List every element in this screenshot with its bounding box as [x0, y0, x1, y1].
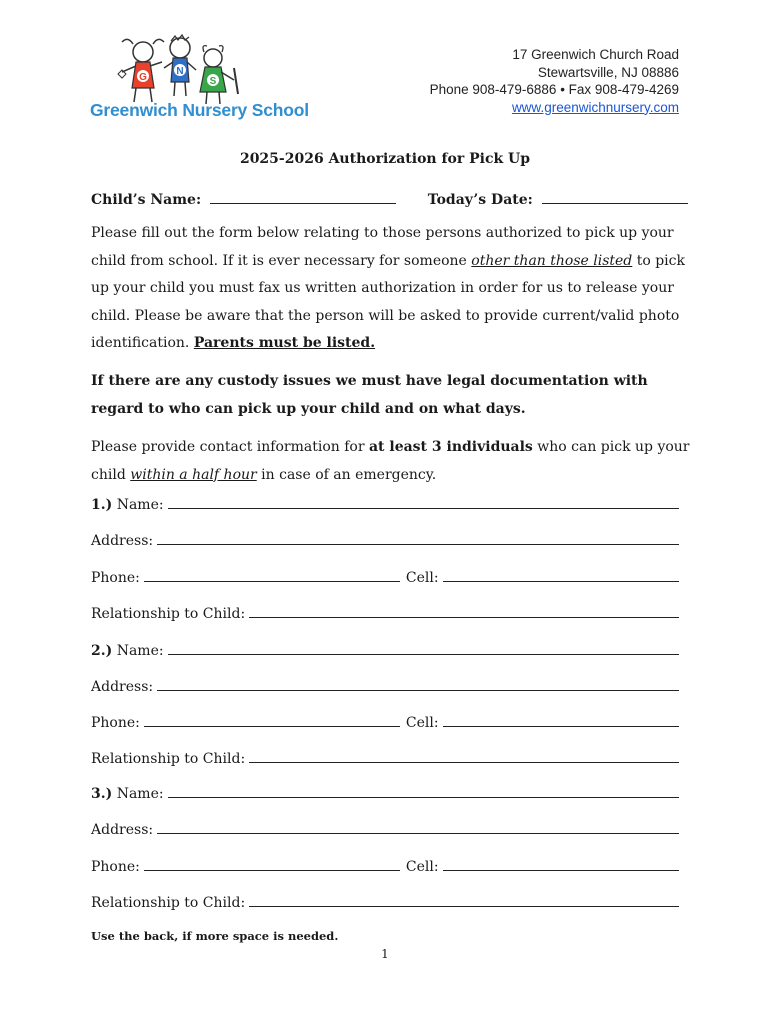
school-contact-block	[430, 46, 679, 116]
child-figure-right-icon	[200, 46, 238, 104]
contact-2-name-row	[91, 640, 679, 660]
intro-emphasis: other than those listed	[471, 252, 633, 269]
logo-letter-s: S	[209, 76, 217, 87]
cell-label: Cell:	[405, 570, 439, 586]
relationship-label: Relationship to Child:	[91, 606, 246, 622]
phone-fax-line: Phone 908-479-6886 • Fax 908-479-4269	[429, 82, 679, 97]
contact-intro-emphasis: within a half hour	[130, 466, 257, 483]
logo-letter-n: N	[176, 66, 184, 77]
contact-intro	[91, 434, 691, 489]
intro-text-2: to pick up your child you must fax us written authorization in order for us to release your child. Please be aware that the person will be asked to provide current/valid photo identification.	[91, 252, 685, 351]
contact-3-relationship-row	[91, 892, 679, 912]
intro-text-1: Please fill out the form below relating to those persons authorized to pick up your child from school. If it is ever necessary for someone	[91, 225, 674, 269]
name-label: Name:	[116, 497, 164, 513]
logo-letter-g: G	[139, 72, 147, 83]
contact-1-number: 1.)	[91, 497, 113, 513]
todays-date-field[interactable]	[542, 189, 688, 204]
contact-intro-text-3: in case of an emergency.	[256, 466, 437, 483]
address-line-2: Stewartsville, NJ 08886	[537, 64, 679, 80]
contact-2-phone-row	[91, 712, 679, 732]
contact-1-name-field[interactable]	[168, 494, 679, 509]
phone-label: Phone:	[91, 715, 140, 731]
contact-1-phone-field[interactable]	[144, 567, 400, 582]
contact-2-relationship-field[interactable]	[249, 748, 679, 763]
contact-2-relationship-row	[91, 748, 679, 768]
contact-3-relationship-field[interactable]	[249, 892, 679, 907]
intro-paragraph	[91, 220, 691, 358]
relationship-label: Relationship to Child:	[91, 895, 246, 911]
contact-intro-bold: at least 3 individuals	[368, 439, 533, 455]
cell-label: Cell:	[405, 715, 439, 731]
contact-1-cell-field[interactable]	[443, 567, 679, 582]
cell-label: Cell:	[405, 859, 439, 875]
form-title: 2025-2026 Authorization for Pick Up	[239, 151, 531, 167]
contact-3-address-row	[91, 819, 679, 839]
contact-1-address-field[interactable]	[157, 530, 679, 545]
contact-1-relationship-field[interactable]	[249, 603, 679, 618]
contact-1-relationship-row	[91, 603, 679, 623]
address-line-1: 17 Greenwich Church Road	[512, 47, 679, 62]
parents-must-be-listed: Parents must be listed.	[193, 335, 376, 351]
child-name-label: Child’s Name:	[91, 192, 202, 208]
relationship-label: Relationship to Child:	[91, 751, 246, 767]
phone-label: Phone:	[91, 570, 140, 586]
school-name-logo: Greenwich Nursery School	[90, 100, 309, 120]
contact-intro-text-2: who can pick up your child	[91, 439, 690, 483]
contact-3-address-field[interactable]	[157, 819, 679, 834]
name-label: Name:	[116, 643, 164, 659]
contact-1-address-row	[91, 530, 679, 550]
page-number: 1	[381, 947, 389, 961]
contact-3-name-field[interactable]	[168, 783, 679, 798]
footer-note: Use the back, if more space is needed.	[91, 929, 339, 943]
contact-3-phone-row	[91, 856, 679, 876]
contact-2-address-row	[91, 676, 679, 696]
website-link[interactable]: www.greenwichnursery.com	[511, 99, 679, 115]
contact-2-address-field[interactable]	[157, 676, 679, 691]
child-figure-left-icon	[118, 39, 164, 102]
contact-1-phone-row	[91, 567, 679, 587]
contact-3-number: 3.)	[91, 786, 113, 802]
contact-3-cell-field[interactable]	[443, 856, 679, 871]
address-label: Address:	[91, 679, 154, 695]
contact-2-phone-field[interactable]	[144, 712, 400, 727]
address-label: Address:	[91, 822, 154, 838]
address-label: Address:	[91, 533, 154, 549]
contact-1-name-row	[91, 494, 679, 514]
custody-notice: If there are any custody issues we must have legal documentation with regard to who can pick up your child and on what days.	[91, 373, 648, 417]
phone-label: Phone:	[91, 859, 140, 875]
name-label: Name:	[116, 786, 164, 802]
contact-2-cell-field[interactable]	[443, 712, 679, 727]
todays-date-label: Today’s Date:	[427, 192, 533, 208]
contact-intro-text-1: Please provide contact information for	[91, 439, 369, 455]
child-figure-middle-icon	[164, 35, 196, 96]
child-date-row	[91, 189, 688, 208]
contact-3-name-row	[91, 783, 679, 803]
contact-2-number: 2.)	[91, 643, 113, 659]
contact-3-phone-field[interactable]	[144, 856, 400, 871]
contact-2-name-field[interactable]	[168, 640, 679, 655]
child-name-field[interactable]	[210, 189, 396, 204]
